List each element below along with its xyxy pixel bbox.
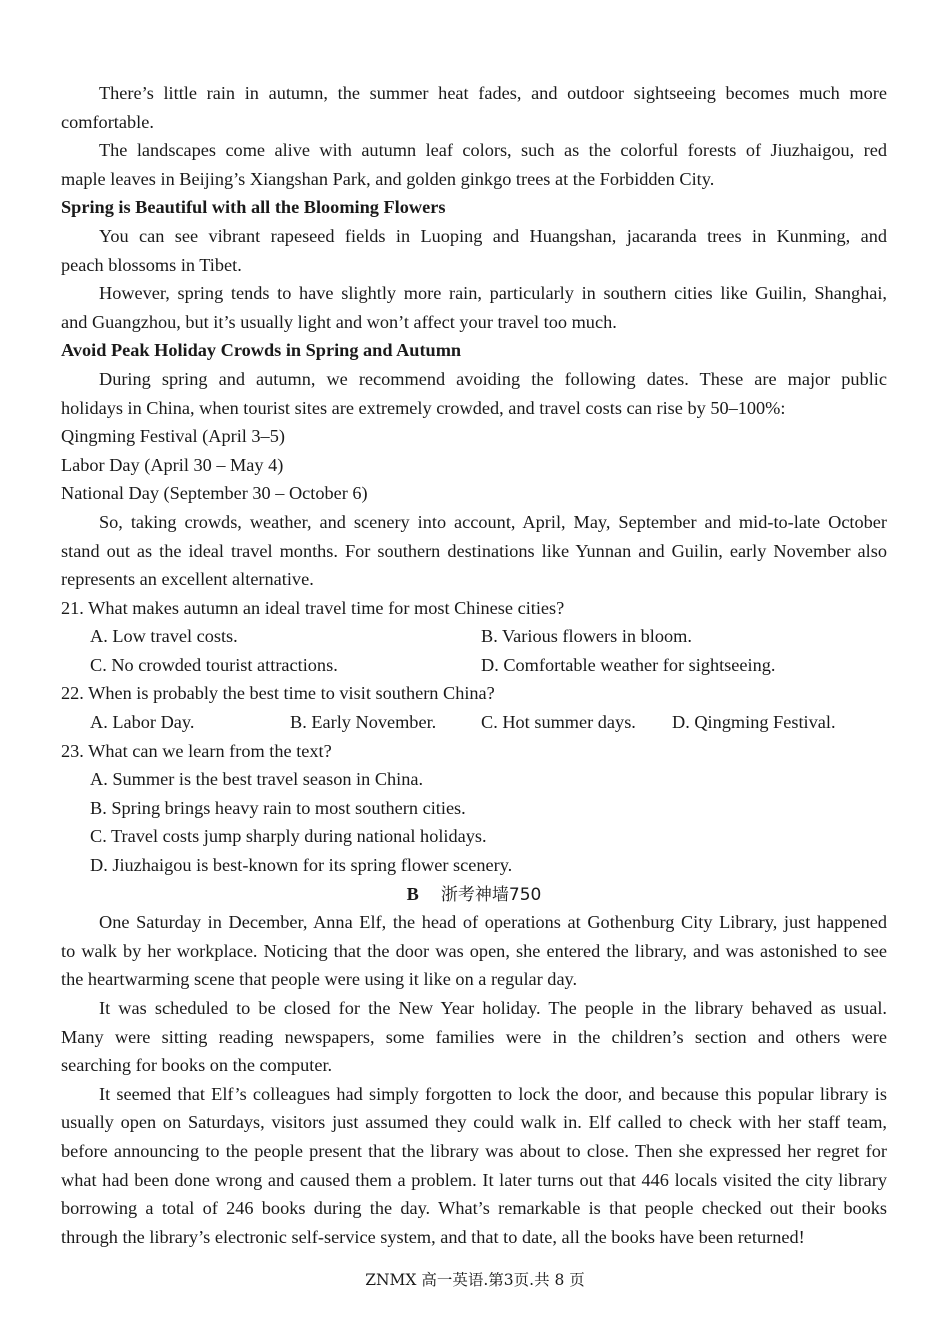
- section-heading: Avoid Peak Holiday Crowds in Spring and Autumn: [61, 340, 462, 361]
- option-d[interactable]: D. Qingming Festival.: [672, 712, 836, 733]
- question-21-options-row-2: [90, 651, 887, 680]
- holiday-item: Labor Day (April 30 – May 4): [61, 454, 284, 475]
- option-b[interactable]: B. Various flowers in bloom.: [481, 626, 692, 647]
- passage-line: represents an excellent alternative.: [61, 569, 314, 590]
- passage-line: It was scheduled to be closed for the New Year holiday. The people in the library behaved as usual.: [99, 998, 887, 1018]
- passage-line: searching for books on the computer.: [61, 1055, 333, 1076]
- option-d[interactable]: D. Jiuzhaigou is best-known for its spring flower scenery.: [90, 855, 513, 876]
- option-d[interactable]: D. Comfortable weather for sightseeing.: [481, 654, 776, 675]
- section-letter: B: [406, 883, 419, 904]
- passage-line: There’s little rain in autumn, the summer heat fades, and outdoor sightseeing becomes much more: [99, 83, 887, 103]
- passage-line: Many were sitting reading newspapers, some families were in the children’s section and others were: [61, 1026, 887, 1047]
- passage-line: However, spring tends to have slightly more rain, particularly in southern cities like Guilin, Shanghai,: [99, 283, 887, 304]
- passage-line: holidays in China, when tourist sites are extremely crowded, and travel costs can rise by 50–100%:: [61, 397, 786, 418]
- question-22-stem: 22. When is probably the best time to visit southern China?: [61, 683, 495, 704]
- passage-line: usually open on Saturdays, visitors just assumed they could walk in. Elf called to check with her staff team,: [61, 1112, 887, 1133]
- page-footer: ZNMX 高一英语.第3页.共 8 页: [365, 1271, 585, 1289]
- passage-line: peach blossoms in Tibet.: [61, 254, 242, 275]
- option-b[interactable]: B. Early November.: [290, 712, 437, 733]
- passage-line: comfortable.: [61, 111, 154, 132]
- option-a[interactable]: A. Summer is the best travel season in China.: [90, 769, 424, 790]
- passage-line: before announcing to the people present that the library was about to close. Then she expressed her regret for: [61, 1140, 887, 1161]
- passage-line: It seemed that Elf’s colleagues had simply forgotten to lock the door, and because this popular library is: [99, 1083, 887, 1104]
- passage-line: stand out as the ideal travel months. For southern destinations like Yunnan and Guilin, early November also: [61, 540, 887, 561]
- passage-line: maple leaves in Beijing’s Xiangshan Park, and golden ginkgo trees at the Forbidden City.: [61, 168, 715, 189]
- holiday-item: National Day (September 30 – October 6): [61, 483, 368, 504]
- passage-line: the heartwarming scene that people were using it like on a regular day.: [61, 969, 578, 990]
- option-b[interactable]: B. Spring brings heavy rain to most southern cities.: [90, 797, 466, 818]
- passage-line: The landscapes come alive with autumn leaf colors, such as the colorful forests of Jiuzhaigou, red: [99, 140, 887, 161]
- question-23-stem: 23. What can we learn from the text?: [61, 740, 332, 761]
- holiday-item: Qingming Festival (April 3–5): [61, 426, 285, 447]
- passage-line: During spring and autumn, we recommend avoiding the following dates. These are major public: [99, 368, 887, 389]
- passage-line: what had been done wrong and caused them a problem. It later turns out that 446 locals visited the city library: [61, 1169, 887, 1190]
- passage-line: and Guangzhou, but it’s usually light and won’t affect your travel too much.: [61, 311, 617, 332]
- section-b-heading: [61, 880, 887, 909]
- option-c[interactable]: C. No crowded tourist attractions.: [90, 654, 338, 675]
- section-heading: Spring is Beautiful with all the Blooming Flowers: [61, 197, 446, 218]
- watermark-text: 浙考神墙750: [440, 884, 542, 905]
- passage-line: So, taking crowds, weather, and scenery into account, April, May, September and mid-to-late October: [99, 511, 887, 532]
- passage-line: to walk by her workplace. Noticing that the door was open, she entered the library, and was astonished to see: [61, 940, 887, 961]
- option-c[interactable]: C. Hot summer days.: [481, 712, 636, 733]
- passage-line: borrowing a total of 246 books during the day. What’s remarkable is that people checked out their books: [61, 1198, 887, 1219]
- page-content: [61, 79, 887, 1251]
- passage-line: One Saturday in December, Anna Elf, the head of operations at Gothenburg City Library, just happened: [99, 912, 887, 933]
- option-c[interactable]: C. Travel costs jump sharply during national holidays.: [90, 826, 487, 847]
- passage-line: through the library’s electronic self-service system, and that to date, all the books have been returned!: [61, 1226, 805, 1247]
- passage-line: You can see vibrant rapeseed fields in Luoping and Huangshan, jacaranda trees in Kunming, and: [99, 225, 887, 246]
- option-a[interactable]: A. Labor Day.: [90, 712, 195, 733]
- question-21-options-row-1: [90, 622, 887, 651]
- option-a[interactable]: A. Low travel costs.: [90, 626, 238, 647]
- question-22-options: [90, 708, 887, 737]
- question-21-stem: 21. What makes autumn an ideal travel time for most Chinese cities?: [61, 597, 565, 618]
